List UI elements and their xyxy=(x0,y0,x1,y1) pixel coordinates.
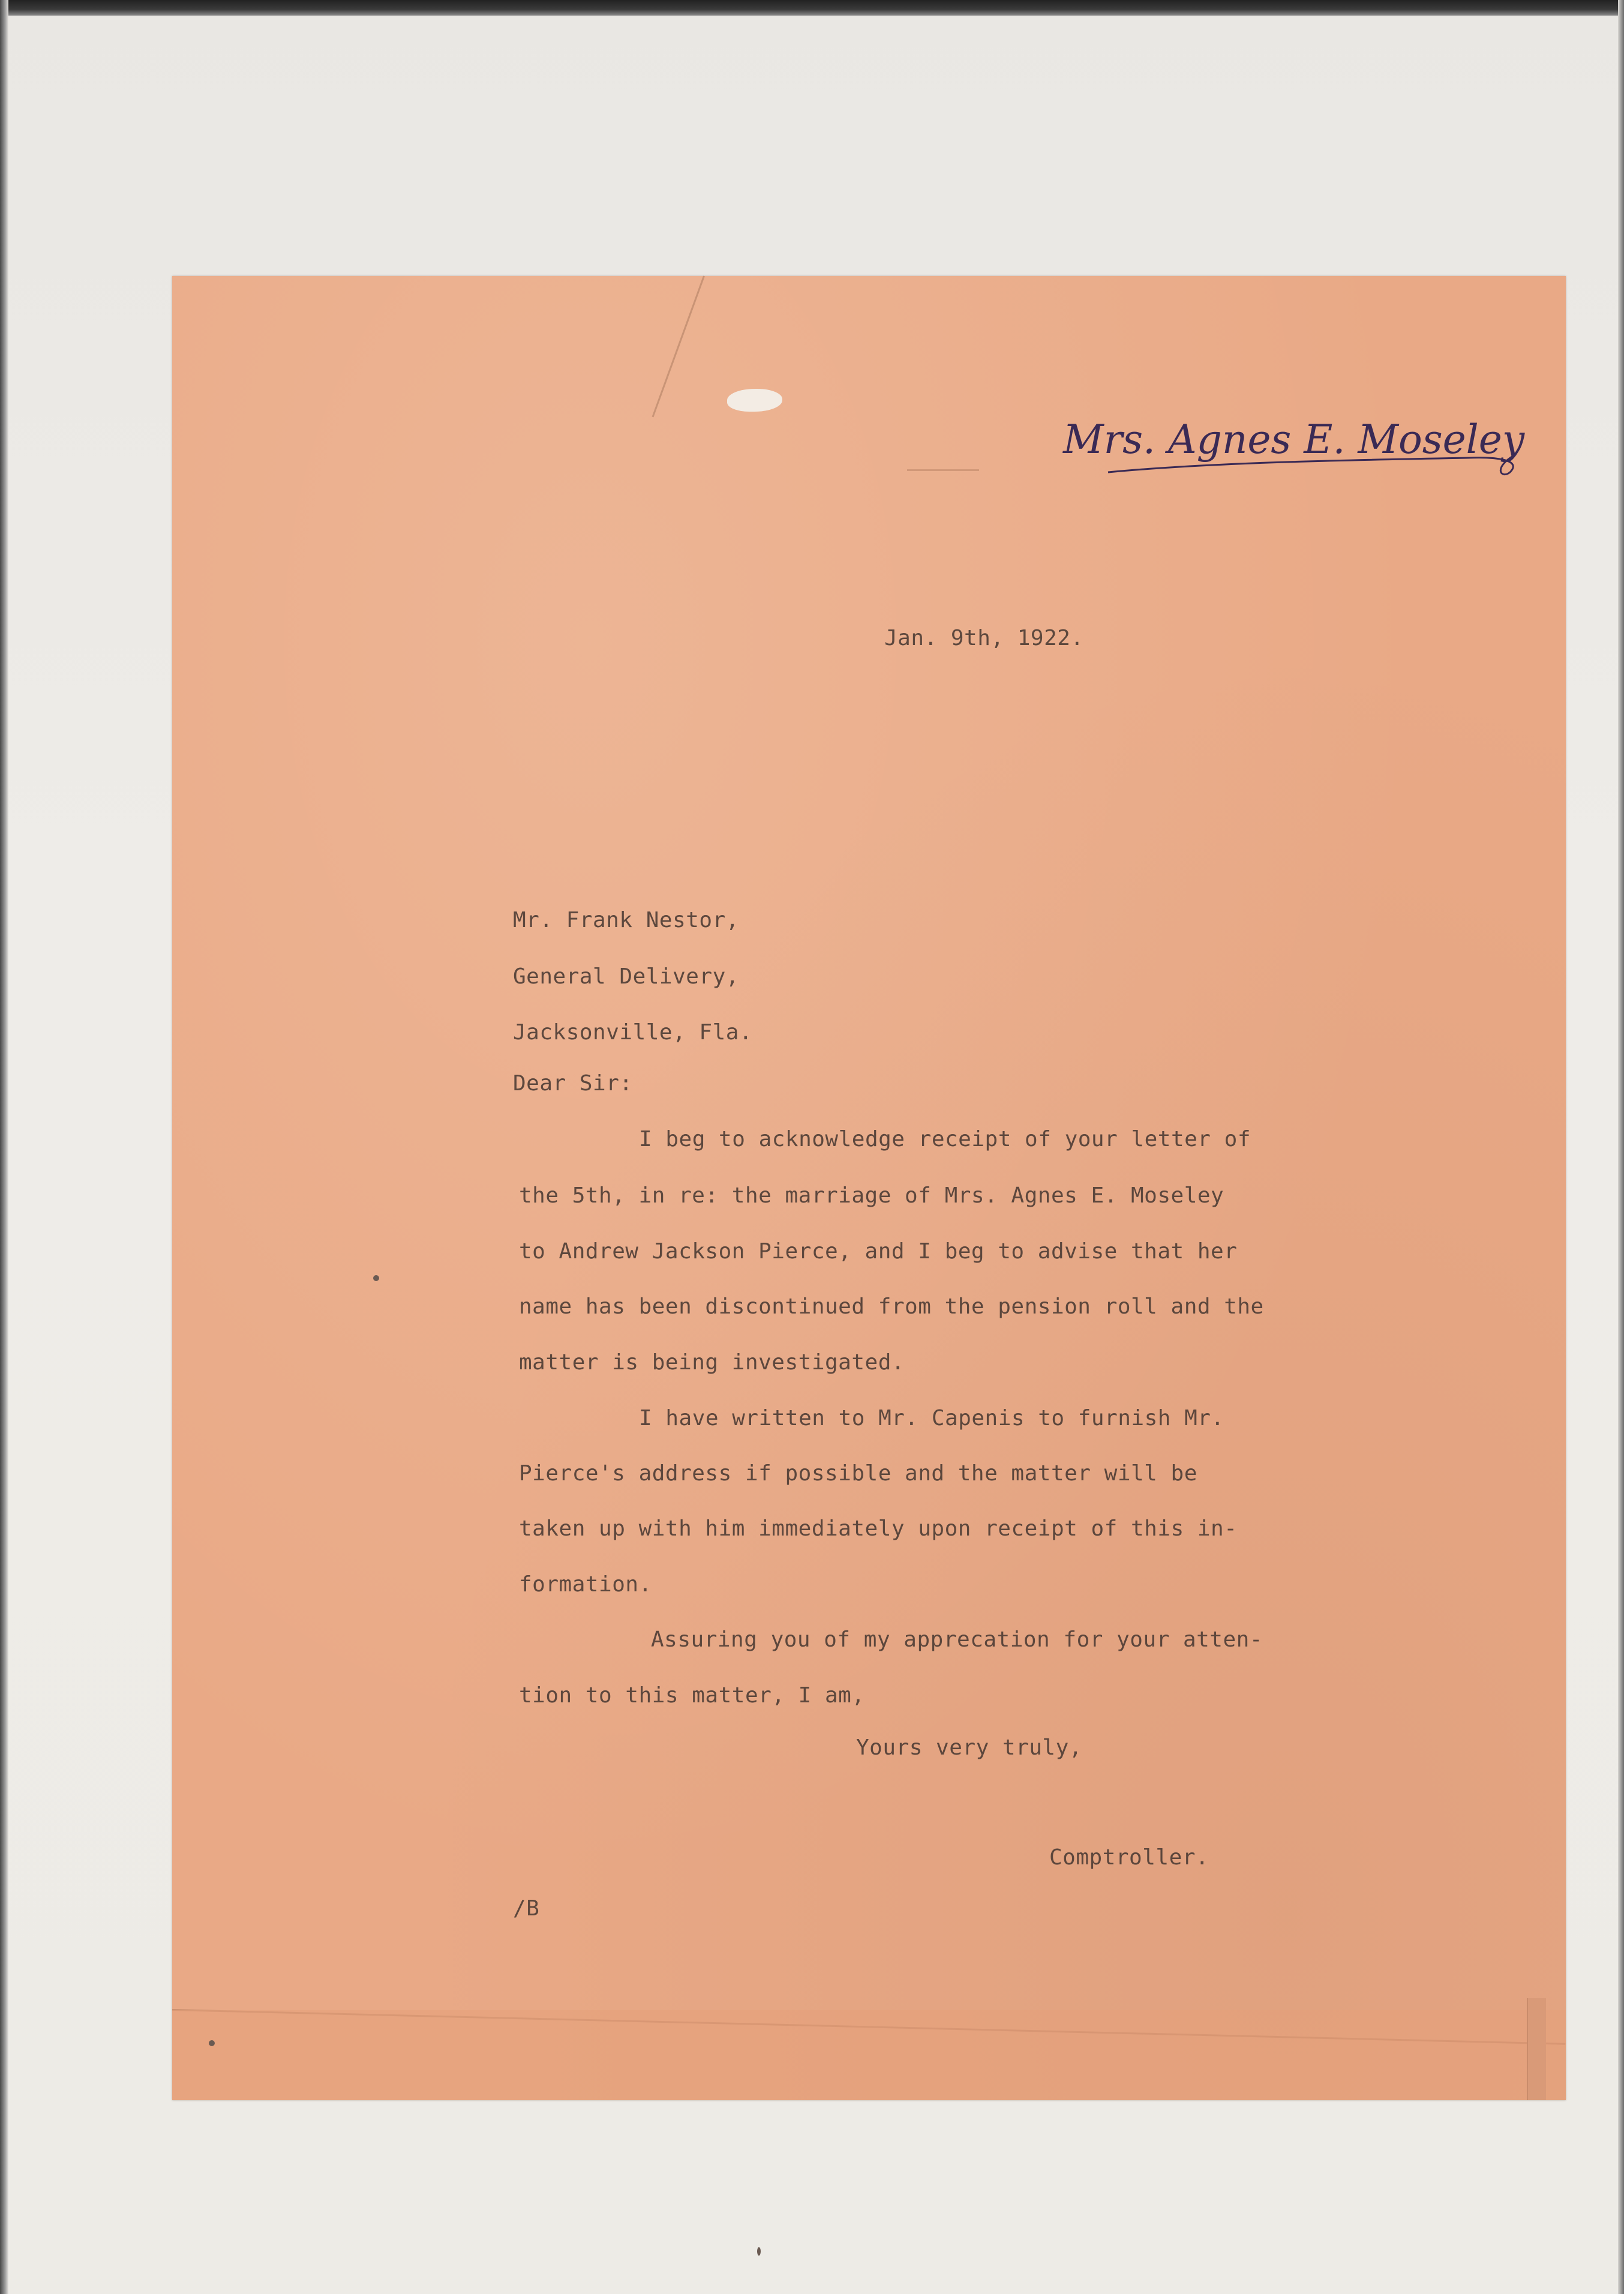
body-line-5: matter is being investigated. xyxy=(519,1350,905,1375)
speck xyxy=(757,2247,761,2256)
scanner-top-edge xyxy=(0,0,1624,16)
right-tab xyxy=(1527,1998,1546,2100)
letter-sheet xyxy=(172,276,1566,2100)
body-line-11: tion to this matter, I am, xyxy=(519,1683,865,1708)
body-line-10: Assuring you of my apprecation for your atten- xyxy=(651,1627,1263,1652)
recipient-name: Mr. Frank Nestor, xyxy=(513,908,739,932)
lower-flap xyxy=(172,2010,1566,2100)
paper-mark xyxy=(907,469,979,471)
paper-crease xyxy=(652,275,705,417)
letter-date: Jan. 9th, 1922. xyxy=(884,626,1084,650)
body-line-2: the 5th, in re: the marriage of Mrs. Agnes E. Moseley xyxy=(519,1183,1224,1208)
salutation: Dear Sir: xyxy=(513,1071,633,1096)
body-line-8: taken up with him immediately upon receipt of this in- xyxy=(519,1516,1238,1541)
body-line-1: I beg to acknowledge receipt of your letter of xyxy=(639,1127,1251,1152)
body-line-7: Pierce's address if possible and the matter will be xyxy=(519,1461,1197,1486)
closing: Yours very truly, xyxy=(856,1735,1082,1760)
handwritten-signature xyxy=(1054,405,1528,483)
paper-tear xyxy=(727,389,782,412)
svg-text:Mrs. Agnes E. Moseley: Mrs. Agnes E. Moseley xyxy=(1063,416,1525,463)
body-line-3: to Andrew Jackson Pierce, and I beg to advise that her xyxy=(519,1239,1238,1264)
body-line-6: I have written to Mr. Capenis to furnish Mr. xyxy=(639,1406,1224,1431)
body-line-9: formation. xyxy=(519,1572,652,1597)
scanner-left-edge xyxy=(0,0,8,2294)
speck xyxy=(209,2040,215,2046)
recipient-line2: General Delivery, xyxy=(513,964,739,989)
body-line-4: name has been discontinued from the pension roll and the xyxy=(519,1294,1264,1319)
speck xyxy=(373,1275,379,1281)
scanner-right-edge xyxy=(1618,0,1624,2294)
signoff-title: Comptroller. xyxy=(1049,1845,1209,1870)
typist-initials: /B xyxy=(513,1896,540,1921)
recipient-city: Jacksonville, Fla. xyxy=(513,1020,753,1045)
